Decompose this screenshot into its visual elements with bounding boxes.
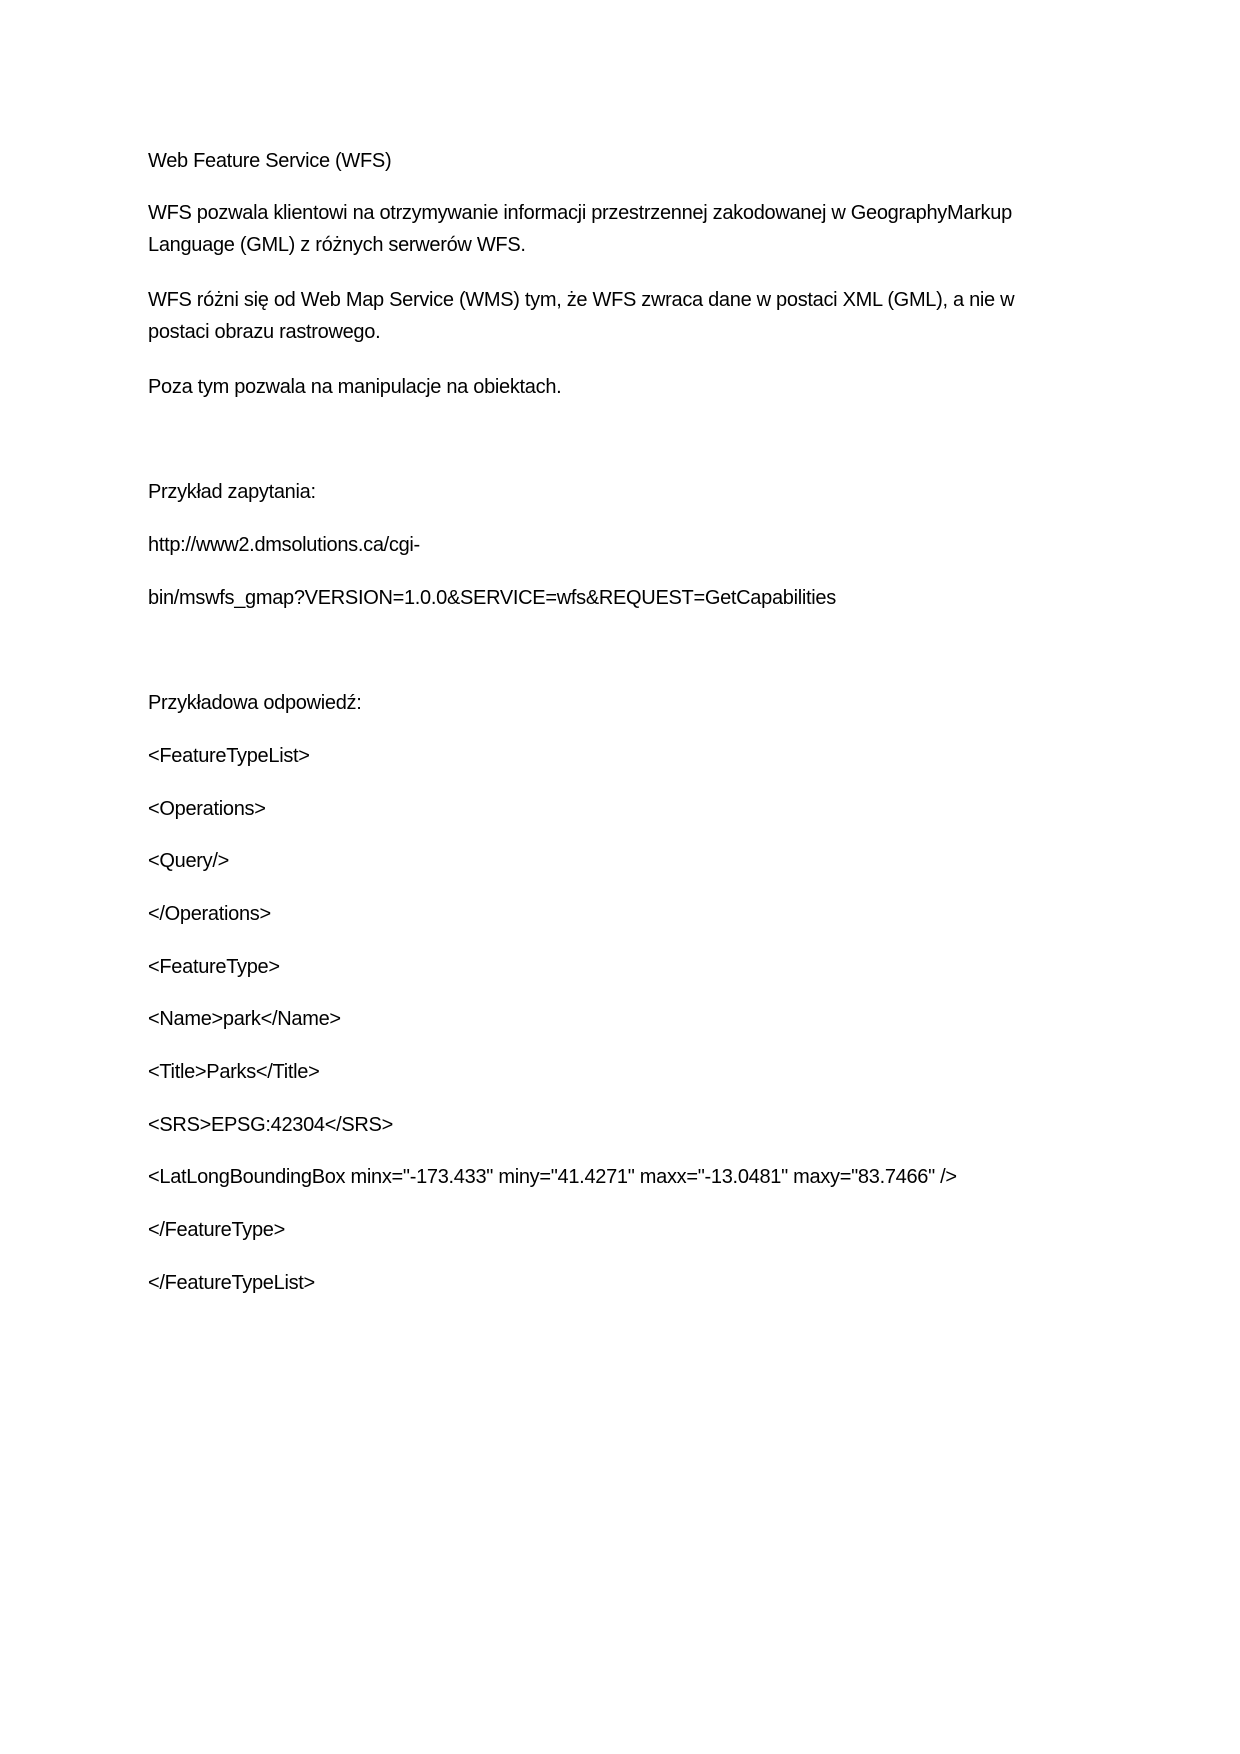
request-url-line-1: http://www2.dmsolutions.ca/cgi- <box>148 534 420 556</box>
xml-line: <Name>park</Name> <box>148 1008 341 1030</box>
xml-line: <Query/> <box>148 850 229 872</box>
xml-line: <FeatureType> <box>148 956 280 978</box>
xml-line: <FeatureTypeList> <box>148 745 310 767</box>
xml-line: </Operations> <box>148 903 271 925</box>
document-title: Web Feature Service (WFS) <box>148 150 392 172</box>
xml-line: <LatLongBoundingBox minx="-173.433" miny="41.4271" maxx="-13.0481" maxy="83.7466" /> <box>148 1166 957 1188</box>
xml-line: <Title>Parks</Title> <box>148 1061 320 1083</box>
xml-line: </FeatureType> <box>148 1219 286 1241</box>
paragraph-2-line-1: WFS różni się od Web Map Service (WMS) tym, że WFS zwraca dane w postaci XML (GML), a nie w <box>148 289 1015 311</box>
xml-line: </FeatureTypeList> <box>148 1272 315 1294</box>
xml-line: <Operations> <box>148 798 266 820</box>
paragraph-2-line-2: postaci obrazu rastrowego. <box>148 321 381 343</box>
xml-line: <SRS>EPSG:42304</SRS> <box>148 1114 393 1136</box>
request-url-line-2: bin/mswfs_gmap?VERSION=1.0.0&SERVICE=wfs&REQUEST=GetCapabilities <box>148 587 836 609</box>
paragraph-1-line-2: Language (GML) z różnych serwerów WFS. <box>148 234 526 256</box>
response-example-label: Przykładowa odpowiedź: <box>148 692 362 714</box>
paragraph-1-line-1: WFS pozwala klientowi na otrzymywanie informacji przestrzennej zakodowanej w GeographyMarkup <box>148 202 1012 224</box>
paragraph-3-line-1: Poza tym pozwala na manipulacje na obiektach. <box>148 376 562 398</box>
request-example-label: Przykład zapytania: <box>148 481 316 503</box>
